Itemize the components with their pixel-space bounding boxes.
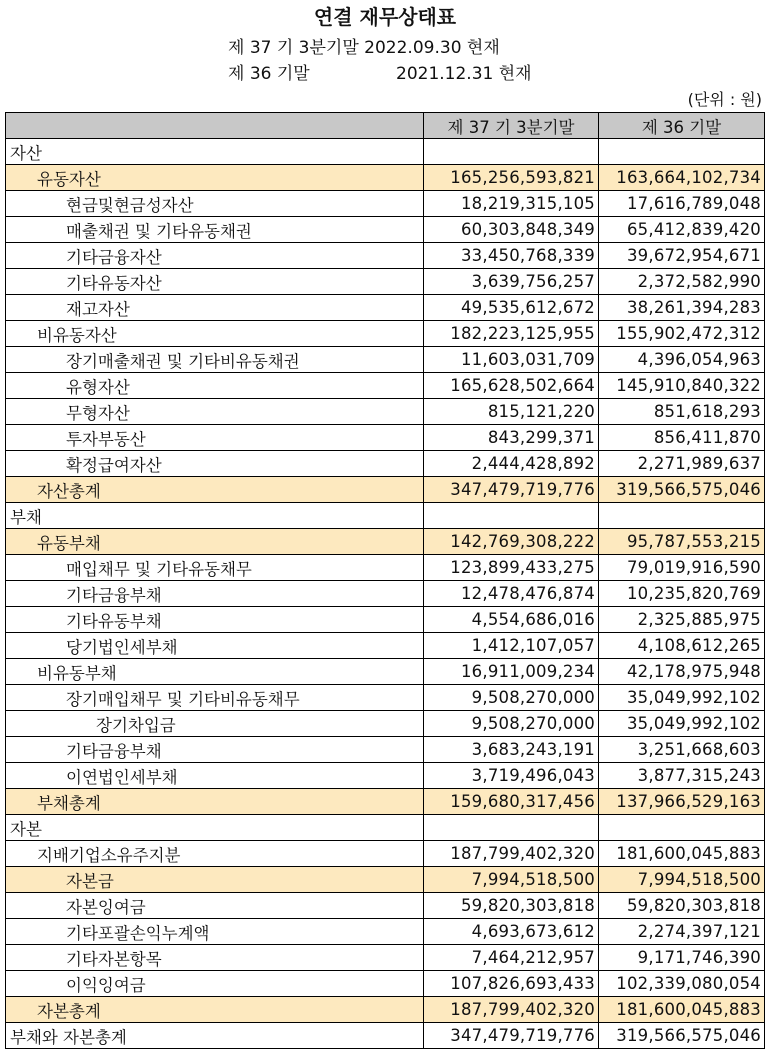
balance-sheet-table bbox=[5, 112, 765, 1049]
account-name: 지배기업소유주지분 bbox=[6, 841, 424, 867]
account-name: 장기차입금 bbox=[6, 711, 424, 737]
account-name: 기타자본항목 bbox=[6, 945, 424, 971]
header-prior-period: 제 36 기말 bbox=[599, 113, 765, 139]
table-row bbox=[6, 425, 765, 451]
current-period-amount: 2,444,428,892 bbox=[424, 451, 599, 477]
account-name: 기타금융부채 bbox=[6, 581, 424, 607]
prior-period-amount: 2,325,885,975 bbox=[599, 607, 765, 633]
account-name: 투자부동산 bbox=[6, 425, 424, 451]
prior-period-amount bbox=[599, 503, 765, 529]
prior-period bbox=[228, 59, 532, 84]
prior-period-amount bbox=[599, 815, 765, 841]
prior-period-amount: 145,910,840,322 bbox=[599, 373, 765, 399]
prior-period-label: 제 36 기말 bbox=[228, 64, 310, 84]
table-row bbox=[6, 347, 765, 373]
table-row bbox=[6, 893, 765, 919]
current-period-amount: 16,911,009,234 bbox=[424, 659, 599, 685]
current-period-amount: 159,680,317,456 bbox=[424, 789, 599, 815]
table-row bbox=[6, 815, 765, 841]
account-name: 자본잉여금 bbox=[6, 893, 424, 919]
table-header-row bbox=[6, 113, 765, 139]
account-name: 자본금 bbox=[6, 867, 424, 893]
current-period-amount: 4,693,673,612 bbox=[424, 919, 599, 945]
table-row bbox=[6, 841, 765, 867]
prior-period-amount: 7,994,518,500 bbox=[599, 867, 765, 893]
prior-period-amount: 38,261,394,283 bbox=[599, 295, 765, 321]
table-row bbox=[6, 243, 765, 269]
table-row bbox=[6, 633, 765, 659]
account-name: 기타유동부채 bbox=[6, 607, 424, 633]
current-period: 제 37 기 3분기말 2022.09.30 현재 bbox=[228, 38, 500, 58]
account-name: 유동자산 bbox=[6, 165, 424, 191]
prior-period-amount: 17,616,789,048 bbox=[599, 191, 765, 217]
account-name: 기타금융부채 bbox=[6, 737, 424, 763]
prior-period-amount: 319,566,575,046 bbox=[599, 477, 765, 503]
prior-period-amount: 35,049,992,102 bbox=[599, 685, 765, 711]
account-name: 당기법인세부채 bbox=[6, 633, 424, 659]
table-row bbox=[6, 139, 765, 165]
table-row bbox=[6, 321, 765, 347]
prior-period-amount: 3,251,668,603 bbox=[599, 737, 765, 763]
prior-period-amount: 42,178,975,948 bbox=[599, 659, 765, 685]
prior-period-amount: 4,108,612,265 bbox=[599, 633, 765, 659]
current-period-amount: 187,799,402,320 bbox=[424, 841, 599, 867]
table-row bbox=[6, 711, 765, 737]
table-row bbox=[6, 659, 765, 685]
table-row bbox=[6, 763, 765, 789]
prior-period-amount: 856,411,870 bbox=[599, 425, 765, 451]
table-row bbox=[6, 685, 765, 711]
current-period-amount: 1,412,107,057 bbox=[424, 633, 599, 659]
current-period-amount bbox=[424, 503, 599, 529]
account-name: 자본총계 bbox=[6, 997, 424, 1023]
prior-period-amount: 4,396,054,963 bbox=[599, 347, 765, 373]
page-title: 연결 재무상태표 bbox=[313, 5, 457, 29]
prior-period-amount: 319,566,575,046 bbox=[599, 1023, 765, 1049]
header-current-period: 제 37 기 3분기말 bbox=[424, 113, 599, 139]
prior-period-amount: 181,600,045,883 bbox=[599, 841, 765, 867]
current-period-amount: 33,450,768,339 bbox=[424, 243, 599, 269]
table-row bbox=[6, 373, 765, 399]
prior-period-amount: 102,339,080,054 bbox=[599, 971, 765, 997]
account-name: 무형자산 bbox=[6, 399, 424, 425]
account-name: 장기매출채권 및 기타비유동채권 bbox=[6, 347, 424, 373]
table-row bbox=[6, 399, 765, 425]
account-name: 부채 bbox=[6, 503, 424, 529]
prior-period-amount: 163,664,102,734 bbox=[599, 165, 765, 191]
table-body bbox=[6, 139, 765, 1049]
table-row bbox=[6, 477, 765, 503]
prior-period-amount: 65,412,839,420 bbox=[599, 217, 765, 243]
account-name: 장기매입채무 및 기타비유동채무 bbox=[6, 685, 424, 711]
table-row bbox=[6, 971, 765, 997]
account-name: 부채와 자본총계 bbox=[6, 1023, 424, 1049]
prior-period-amount: 95,787,553,215 bbox=[599, 529, 765, 555]
prior-period-amount: 59,820,303,818 bbox=[599, 893, 765, 919]
prior-period-amount: 9,171,746,390 bbox=[599, 945, 765, 971]
account-name: 자산 bbox=[6, 139, 424, 165]
current-period-amount: 59,820,303,818 bbox=[424, 893, 599, 919]
prior-period-amount: 79,019,916,590 bbox=[599, 555, 765, 581]
account-name: 기타금융자산 bbox=[6, 243, 424, 269]
table-row bbox=[6, 919, 765, 945]
prior-period-amount: 3,877,315,243 bbox=[599, 763, 765, 789]
current-period-amount: 4,554,686,016 bbox=[424, 607, 599, 633]
prior-period-amount: 35,049,992,102 bbox=[599, 711, 765, 737]
prior-period-date: 2021.12.31 현재 bbox=[396, 64, 532, 84]
table-row bbox=[6, 997, 765, 1023]
prior-period-amount: 155,902,472,312 bbox=[599, 321, 765, 347]
table-row bbox=[6, 295, 765, 321]
header-account bbox=[6, 113, 424, 139]
account-name: 자산총계 bbox=[6, 477, 424, 503]
prior-period-amount: 137,966,529,163 bbox=[599, 789, 765, 815]
current-period-amount: 60,303,848,349 bbox=[424, 217, 599, 243]
current-period-amount: 7,464,212,957 bbox=[424, 945, 599, 971]
account-name: 이익잉여금 bbox=[6, 971, 424, 997]
prior-period-amount: 39,672,954,671 bbox=[599, 243, 765, 269]
account-name: 비유동자산 bbox=[6, 321, 424, 347]
prior-period-amount: 2,372,582,990 bbox=[599, 269, 765, 295]
table-row bbox=[6, 1023, 765, 1049]
table-row bbox=[6, 165, 765, 191]
current-period-amount: 182,223,125,955 bbox=[424, 321, 599, 347]
prior-period-amount: 181,600,045,883 bbox=[599, 997, 765, 1023]
account-name: 부채총계 bbox=[6, 789, 424, 815]
table-row bbox=[6, 217, 765, 243]
current-period-amount: 3,719,496,043 bbox=[424, 763, 599, 789]
prior-period-amount: 10,235,820,769 bbox=[599, 581, 765, 607]
current-period-amount: 107,826,693,433 bbox=[424, 971, 599, 997]
current-period-amount: 347,479,719,776 bbox=[424, 1023, 599, 1049]
unit-label: (단위 : 원) bbox=[687, 90, 762, 109]
current-period-amount: 347,479,719,776 bbox=[424, 477, 599, 503]
table-row bbox=[6, 789, 765, 815]
table-row bbox=[6, 737, 765, 763]
table-row bbox=[6, 529, 765, 555]
current-period-amount: 3,683,243,191 bbox=[424, 737, 599, 763]
current-period-amount: 7,994,518,500 bbox=[424, 867, 599, 893]
account-name: 자본 bbox=[6, 815, 424, 841]
account-name: 매출채권 및 기타유동채권 bbox=[6, 217, 424, 243]
prior-period-amount: 2,271,989,637 bbox=[599, 451, 765, 477]
current-period-amount: 843,299,371 bbox=[424, 425, 599, 451]
current-period-amount: 165,256,593,821 bbox=[424, 165, 599, 191]
current-period-amount: 187,799,402,320 bbox=[424, 997, 599, 1023]
current-period-amount: 11,603,031,709 bbox=[424, 347, 599, 373]
current-period-amount: 3,639,756,257 bbox=[424, 269, 599, 295]
account-name: 확정급여자산 bbox=[6, 451, 424, 477]
current-period-amount: 12,478,476,874 bbox=[424, 581, 599, 607]
table-row bbox=[6, 555, 765, 581]
current-period-amount: 9,508,270,000 bbox=[424, 711, 599, 737]
account-name: 매입채무 및 기타유동채무 bbox=[6, 555, 424, 581]
current-period-amount: 49,535,612,672 bbox=[424, 295, 599, 321]
account-name: 현금및현금성자산 bbox=[6, 191, 424, 217]
account-name: 기타유동자산 bbox=[6, 269, 424, 295]
current-period-amount: 142,769,308,222 bbox=[424, 529, 599, 555]
current-period-amount: 123,899,433,275 bbox=[424, 555, 599, 581]
table-row bbox=[6, 451, 765, 477]
table-row bbox=[6, 269, 765, 295]
current-period-amount: 9,508,270,000 bbox=[424, 685, 599, 711]
account-name: 유형자산 bbox=[6, 373, 424, 399]
table-row bbox=[6, 581, 765, 607]
table-row bbox=[6, 607, 765, 633]
table-row bbox=[6, 191, 765, 217]
prior-period-amount: 2,274,397,121 bbox=[599, 919, 765, 945]
current-period-amount: 18,219,315,105 bbox=[424, 191, 599, 217]
current-period-amount bbox=[424, 139, 599, 165]
current-period-amount: 815,121,220 bbox=[424, 399, 599, 425]
prior-period-amount: 851,618,293 bbox=[599, 399, 765, 425]
table-row bbox=[6, 945, 765, 971]
account-name: 비유동부채 bbox=[6, 659, 424, 685]
prior-period-amount bbox=[599, 139, 765, 165]
account-name: 이연법인세부채 bbox=[6, 763, 424, 789]
account-name: 재고자산 bbox=[6, 295, 424, 321]
account-name: 기타포괄손익누계액 bbox=[6, 919, 424, 945]
current-period-amount bbox=[424, 815, 599, 841]
current-period-amount: 165,628,502,664 bbox=[424, 373, 599, 399]
account-name: 유동부채 bbox=[6, 529, 424, 555]
table-row bbox=[6, 867, 765, 893]
table-row bbox=[6, 503, 765, 529]
